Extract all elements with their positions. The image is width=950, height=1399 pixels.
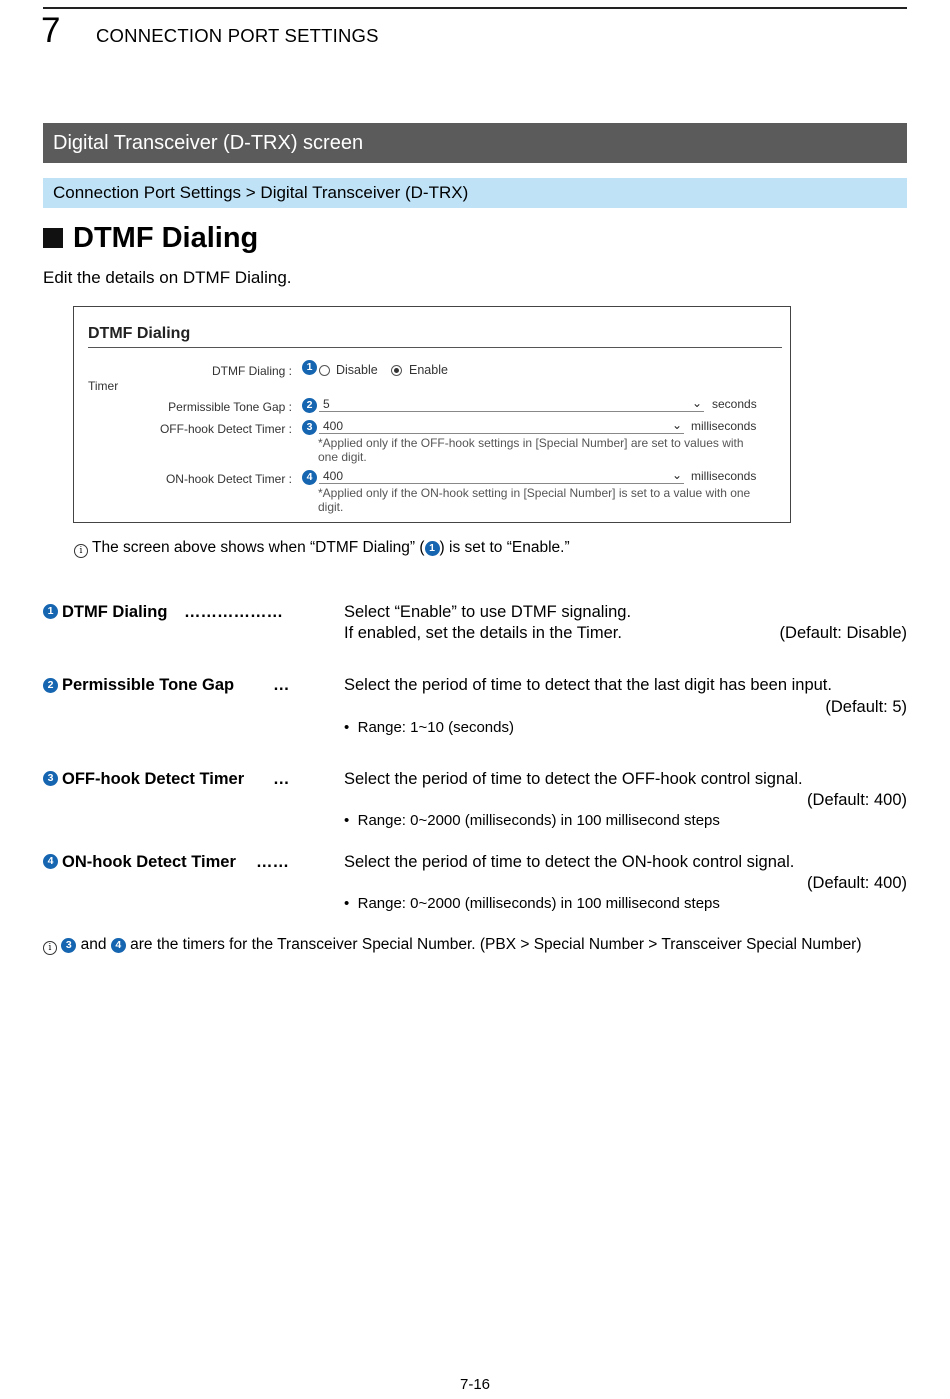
chevron-down-icon: ⌄ — [691, 396, 702, 410]
screen-note-before: The screen above shows when “DTMF Dialing” ( — [92, 539, 425, 556]
bullet: • — [344, 719, 350, 736]
item-1-desc-2: If enabled, set the details in the Timer. — [344, 624, 622, 642]
off-hook-label: OFF-hook Detect Timer : — [159, 422, 292, 436]
on-hook-value: 400 — [323, 469, 344, 483]
item-1-term: DTMF Dialing — [62, 603, 168, 621]
item-4-term: ON-hook Detect Timer — [62, 853, 236, 871]
info-icon: i — [43, 941, 57, 955]
off-hook-note: *Applied only if the OFF-hook settings in [Special Number] are set to values with one digit. — [318, 436, 744, 464]
on-hook-label: ON-hook Detect Timer : — [165, 472, 292, 486]
page-number: 7-16 — [459, 1376, 491, 1393]
intro-text: Edit the details on DTMF Dialing. — [43, 268, 292, 287]
item-1-leader: ……………… — [184, 603, 283, 621]
chapter-title: CONNECTION PORT SETTINGS — [96, 25, 379, 46]
marker-3: 3 — [302, 420, 317, 435]
dtmf-dialing-label: DTMF Dialing : — [211, 364, 292, 378]
item-2-default: (Default: 5) — [825, 698, 907, 716]
item-4-leader: …… — [256, 853, 289, 871]
disable-radio[interactable] — [319, 365, 330, 376]
marker-1: 1 — [302, 360, 317, 375]
chapter-number: 7 — [41, 11, 61, 50]
item-2-range — [344, 719, 514, 736]
item-2-leader: … — [273, 676, 290, 694]
breadcrumb: Connection Port Settings > Digital Transceiver (D-TRX) — [43, 178, 907, 208]
section-title-bar: Digital Transceiver (D-TRX) screen — [43, 123, 907, 163]
item-3-default: (Default: 400) — [807, 791, 907, 809]
off-hook-unit: milliseconds — [691, 419, 757, 433]
marker-2: 2 — [302, 398, 317, 413]
item-3-term: OFF-hook Detect Timer — [62, 770, 245, 788]
item-2-desc: Select the period of time to detect that the last digit has been input. — [344, 676, 832, 694]
item-3-range-text: Range: 0~2000 (milliseconds) in 100 millisecond steps — [357, 812, 720, 829]
on-hook-note: *Applied only if the ON-hook setting in [Special Number] is set to a value with one digit. — [318, 486, 751, 514]
chevron-down-icon: ⌄ — [671, 418, 682, 432]
screen-title-rule — [88, 347, 782, 348]
info-icon: i — [74, 544, 88, 558]
timers-note — [43, 936, 862, 955]
tone-gap-unit: seconds — [712, 397, 757, 411]
item-2-term: Permissible Tone Gap — [62, 676, 235, 694]
settings-screenshot — [73, 306, 791, 523]
item-4-range-text: Range: 0~2000 (milliseconds) in 100 millisecond steps — [357, 895, 720, 912]
bullet: • — [344, 895, 350, 912]
screen-title: DTMF Dialing — [88, 325, 191, 342]
enable-label: Enable — [409, 363, 448, 377]
timer-label: Timer — [88, 379, 119, 393]
timers-note-text: are the timers for the Transceiver Special Number. (PBX > Special Number > Transceiver Special Number) — [130, 936, 862, 953]
page-heading: DTMF Dialing — [73, 222, 259, 254]
item-3-range — [344, 812, 720, 829]
marker-3: 3 — [61, 938, 76, 953]
tone-gap-value: 5 — [323, 397, 330, 411]
item-2-range-text: Range: 1~10 (seconds) — [357, 719, 514, 736]
item-1-marker: 1 — [43, 604, 58, 619]
marker-4: 4 — [111, 938, 126, 953]
marker-4: 4 — [302, 470, 317, 485]
item-3-leader: … — [273, 770, 290, 788]
item-2-marker: 2 — [43, 678, 58, 693]
on-hook-select[interactable] — [319, 468, 684, 484]
timers-note-and: and — [80, 936, 107, 953]
item-3-desc: Select the period of time to detect the OFF-hook control signal. — [344, 770, 803, 788]
item-4-desc: Select the period of time to detect the ON-hook control signal. — [344, 853, 795, 871]
off-hook-select[interactable] — [319, 418, 684, 434]
off-hook-value: 400 — [323, 419, 344, 433]
header-rule — [43, 7, 907, 9]
item-1-desc: Select “Enable” to use DTMF signaling. — [344, 603, 632, 621]
enable-radio[interactable] — [391, 365, 402, 376]
item-3-marker: 3 — [43, 771, 58, 786]
heading-square-icon — [43, 228, 63, 248]
item-4-marker: 4 — [43, 854, 58, 869]
item-4-default: (Default: 400) — [807, 874, 907, 892]
item-1-default: (Default: Disable) — [779, 624, 907, 642]
bullet: • — [344, 812, 350, 829]
item-4-range — [344, 895, 720, 912]
tone-gap-select[interactable] — [319, 396, 704, 412]
screen-note-after: ) is set to “Enable.” — [439, 539, 570, 556]
marker-1: 1 — [425, 541, 440, 556]
tone-gap-label: Permissible Tone Gap : — [168, 400, 292, 414]
disable-label: Disable — [336, 363, 378, 377]
screen-note — [74, 539, 570, 558]
chevron-down-icon: ⌄ — [671, 468, 682, 482]
on-hook-unit: milliseconds — [691, 469, 757, 483]
